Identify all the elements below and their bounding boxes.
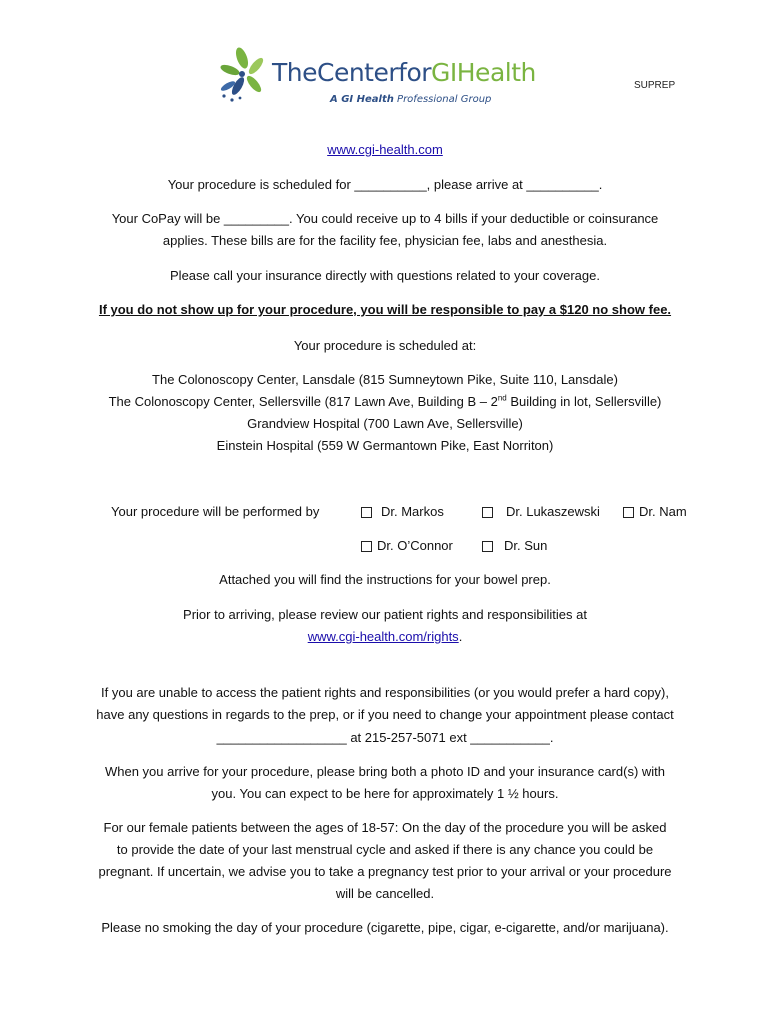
doctor-option-sun[interactable]	[482, 535, 547, 557]
doctor-option-lukaszewski[interactable]	[482, 501, 600, 523]
unable-line-1: If you are unable to access the patient rights and responsibilities (or you would prefer a hard copy),	[101, 685, 669, 700]
location-sellersville-post: Building in lot, Sellersville)	[506, 394, 662, 409]
attached-line: Attached you will find the instructions for your bowel prep.	[219, 572, 551, 587]
rights-period: .	[458, 629, 463, 644]
no-show-text: If you do not show up for your procedure, you will be responsible to pay a $120 no show fee.	[98, 302, 672, 317]
rights-link-line	[60, 626, 710, 648]
no-show-line	[60, 299, 710, 321]
prep-code: SUPREP	[634, 80, 676, 91]
logo-wordmark	[272, 58, 536, 87]
performed-by-label: Your procedure will be performed by	[111, 504, 320, 519]
logo-wordmark-part1: TheCenterfor	[272, 58, 432, 87]
checkbox-nam[interactable]	[623, 507, 634, 518]
checkbox-lukaszewski[interactable]	[482, 507, 493, 518]
checkbox-markos[interactable]	[361, 507, 372, 518]
female-line-2: to provide the date of your last menstrual cycle and asked if there is any chance you could be	[116, 842, 654, 857]
location-sellersville	[60, 391, 710, 413]
female-line-3: pregnant. If uncertain, we advise you to take a pregnancy test prior to your arrival or your procedure	[98, 864, 672, 879]
doctor-label-sun: Dr. Sun	[504, 538, 548, 553]
location-lansdale: The Colonoscopy Center, Lansdale (815 Sumneytown Pike, Suite 110, Lansdale)	[152, 372, 618, 387]
website-link[interactable]: www.cgi-health.com	[327, 142, 443, 157]
doctor-label-oconnor: Dr. O’Connor	[377, 538, 453, 553]
logo-tagline-rest: Professional Group	[393, 94, 492, 105]
doctor-option-oconnor[interactable]	[361, 535, 453, 557]
doctor-label-lukaszewski: Dr. Lukaszewski	[506, 504, 600, 519]
website-line	[60, 139, 710, 161]
logo-tagline-bold: A GI Health	[330, 94, 394, 105]
doctor-option-markos[interactable]	[361, 501, 444, 523]
logo-wordmark-part2: GIHealth	[431, 58, 536, 87]
doctor-label-nam: Dr. Nam	[639, 504, 687, 519]
checkbox-sun[interactable]	[482, 541, 493, 552]
location-sellersville-sup: nd	[497, 393, 507, 403]
doctor-label-markos: Dr. Markos	[381, 504, 444, 519]
copay-line-1: Your CoPay will be _________. You could receive up to 4 bills if your deductible or coinsurance	[111, 211, 659, 226]
logo	[218, 44, 558, 114]
copay-line-2: applies. These bills are for the facility fee, physician fee, labs and anesthesia.	[162, 233, 608, 248]
female-line-4: will be cancelled.	[335, 886, 435, 901]
arrive-line-1: When you arrive for your procedure, please bring both a photo ID and your insurance card(s) with	[104, 764, 665, 779]
location-sellersville-pre: The Colonoscopy Center, Sellersville (817 Lawn Ave, Building B – 2	[108, 394, 498, 409]
scheduled-line: Your procedure is scheduled for __________, please arrive at __________.	[167, 177, 603, 192]
insurance-line: Please call your insurance directly with questions related to your coverage.	[170, 268, 600, 283]
unable-line-2: have any questions in regards to the prep, or if you need to change your appointment please contact	[96, 707, 674, 722]
doctor-option-nam[interactable]	[623, 501, 687, 523]
checkbox-oconnor[interactable]	[361, 541, 372, 552]
smoking-line: Please no smoking the day of your procedure (cigarette, pipe, cigar, e-cigarette, and/or marijuana).	[101, 920, 669, 935]
leaf-logo-icon	[218, 46, 274, 104]
arrive-line-2: you. You can expect to be here for approximately 1 ½ hours.	[211, 786, 559, 801]
scheduled-at-heading: Your procedure is scheduled at:	[293, 338, 477, 353]
rights-line: Prior to arriving, please review our patient rights and responsibilities at	[183, 607, 587, 622]
female-line-1: For our female patients between the ages of 18-57: On the day of the procedure you will be asked	[103, 820, 667, 835]
location-einstein: Einstein Hospital (559 W Germantown Pike, East Norriton)	[216, 438, 554, 453]
rights-link[interactable]: www.cgi-health.com/rights	[307, 629, 459, 644]
unable-line-3: __________________ at 215-257-5071 ext ___________.	[216, 730, 554, 745]
location-grandview: Grandview Hospital (700 Lawn Ave, Sellersville)	[247, 416, 523, 431]
logo-tagline	[330, 94, 491, 105]
